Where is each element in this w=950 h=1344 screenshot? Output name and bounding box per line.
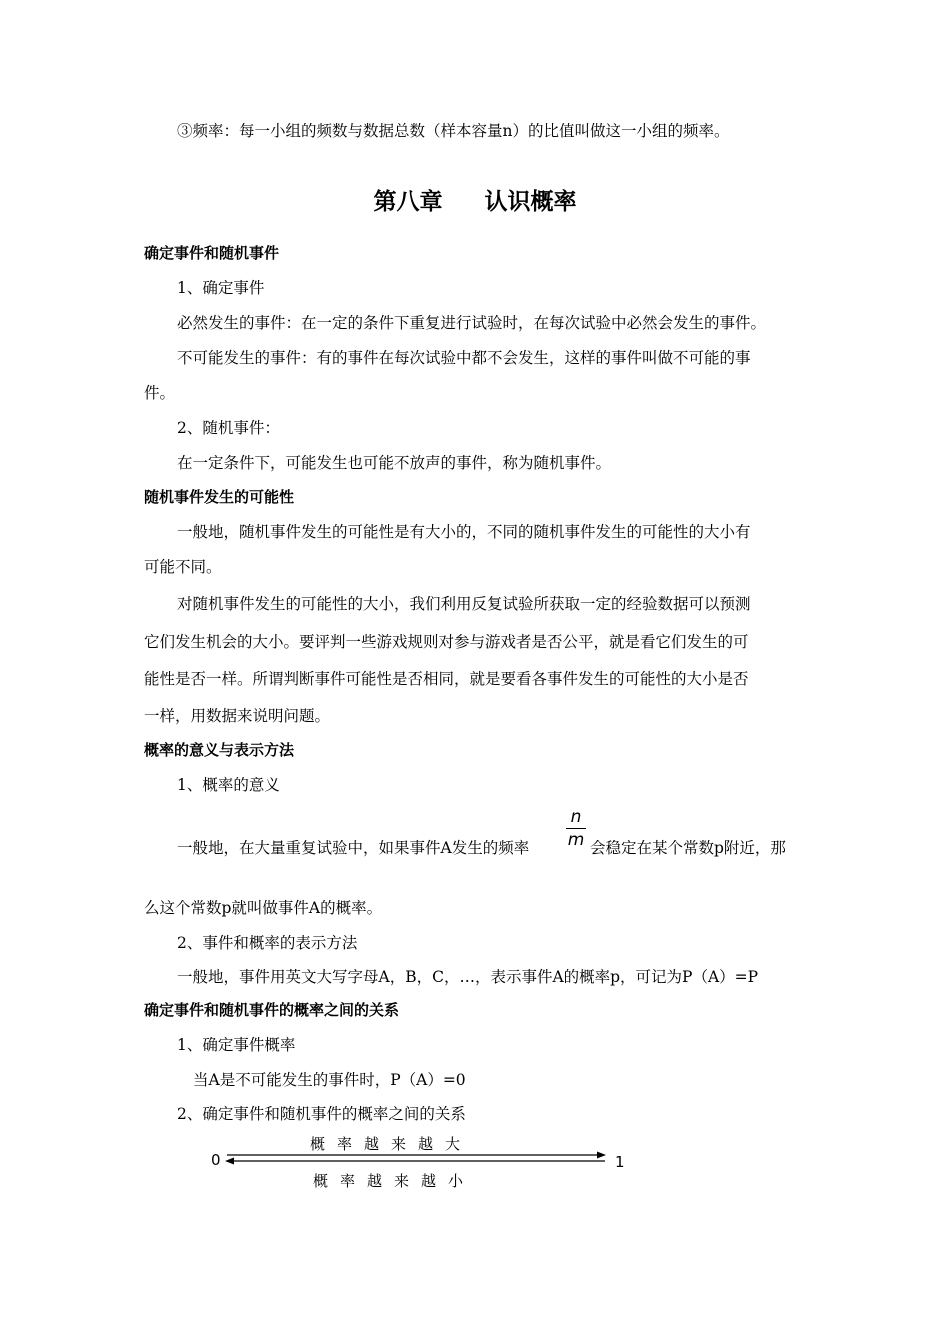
- left-arrow-head: [225, 1158, 234, 1165]
- list-item: 2、确定事件和随机事件的概率之间的关系: [177, 1105, 466, 1123]
- bottom-arrow-label: 概率越来越小: [313, 1172, 476, 1190]
- chapter-number: 第八章: [373, 189, 443, 215]
- paragraph-line: 能性是否一样。所谓判断事件可能性是否相同，就是要看各事件发生的可能性的大小是否: [144, 670, 749, 688]
- paragraph-line: 在一定条件下，可能发生也可能不放声的事件，称为随机事件。: [177, 454, 612, 472]
- paragraph-line-suffix: 会稳定在某个常数p附近，那: [590, 839, 786, 857]
- frequency-fraction: [564, 806, 588, 851]
- paragraph-line: 它们发生机会的大小。要评判一些游戏规则对参与游戏者是否公平，就是看它们发生的可: [144, 633, 749, 651]
- probability-arrow-diagram: [205, 1128, 635, 1194]
- paragraph-line: 当A是不可能发生的事件时，P（A）=0: [193, 1071, 466, 1089]
- list-item: 1、确定事件概率: [177, 1036, 296, 1054]
- fraction-denominator: m: [567, 830, 585, 850]
- chapter-name: 认识概率: [484, 189, 577, 215]
- paragraph-line: 不可能发生的事件：有的事件在每次试验中都不会发生，这样的事件叫做不可能的事: [177, 349, 751, 367]
- right-arrow-head: [597, 1152, 606, 1159]
- right-end-label: 1: [615, 1153, 625, 1171]
- paragraph-line: 可能不同。: [144, 558, 222, 576]
- list-item: 2、随机事件：: [177, 419, 280, 437]
- left-end-label: 0: [211, 1151, 221, 1169]
- section-heading: 确定事件和随机事件的概率之间的关系: [144, 1001, 400, 1019]
- section-heading: 概率的意义与表示方法: [144, 741, 295, 759]
- section-heading: 随机事件发生的可能性: [144, 488, 295, 506]
- list-item: 1、确定事件: [177, 279, 265, 297]
- paragraph-line: 件。: [144, 384, 176, 402]
- top-arrow-label: 概率越来越大: [310, 1135, 473, 1153]
- section-heading: 确定事件和随机事件: [144, 244, 280, 262]
- paragraph-line: 一般地，随机事件发生的可能性是有大小的，不同的随机事件发生的可能性的大小有: [177, 523, 751, 541]
- paragraph-line: 一样，用数据来说明问题。: [144, 707, 331, 725]
- paragraph-line: 么这个常数p就叫做事件A的概率。: [144, 899, 383, 917]
- paragraph-line-prefix: 一般地，在大量重复试验中，如果事件A发生的频率: [177, 839, 530, 857]
- paragraph-line: 一般地，事件用英文大写字母A，B，C，…，表示事件A的概率p，可记为P（A）=P: [177, 968, 759, 986]
- intro-frequency-line: ③频率：每一小组的频数与数据总数（样本容量n）的比值叫做这一小组的频率。: [177, 122, 730, 140]
- paragraph-line: 必然发生的事件：在一定的条件下重复进行试验时，在每次试验中必然会发生的事件。: [177, 314, 767, 332]
- chapter-title: [0, 187, 950, 217]
- paragraph-line: 对随机事件发生的可能性的大小，我们利用反复试验所获取一定的经验数据可以预测: [177, 595, 751, 613]
- fraction-numerator: n: [570, 807, 582, 827]
- list-item: 1、概率的意义: [177, 776, 280, 794]
- list-item: 2、事件和概率的表示方法: [177, 934, 358, 952]
